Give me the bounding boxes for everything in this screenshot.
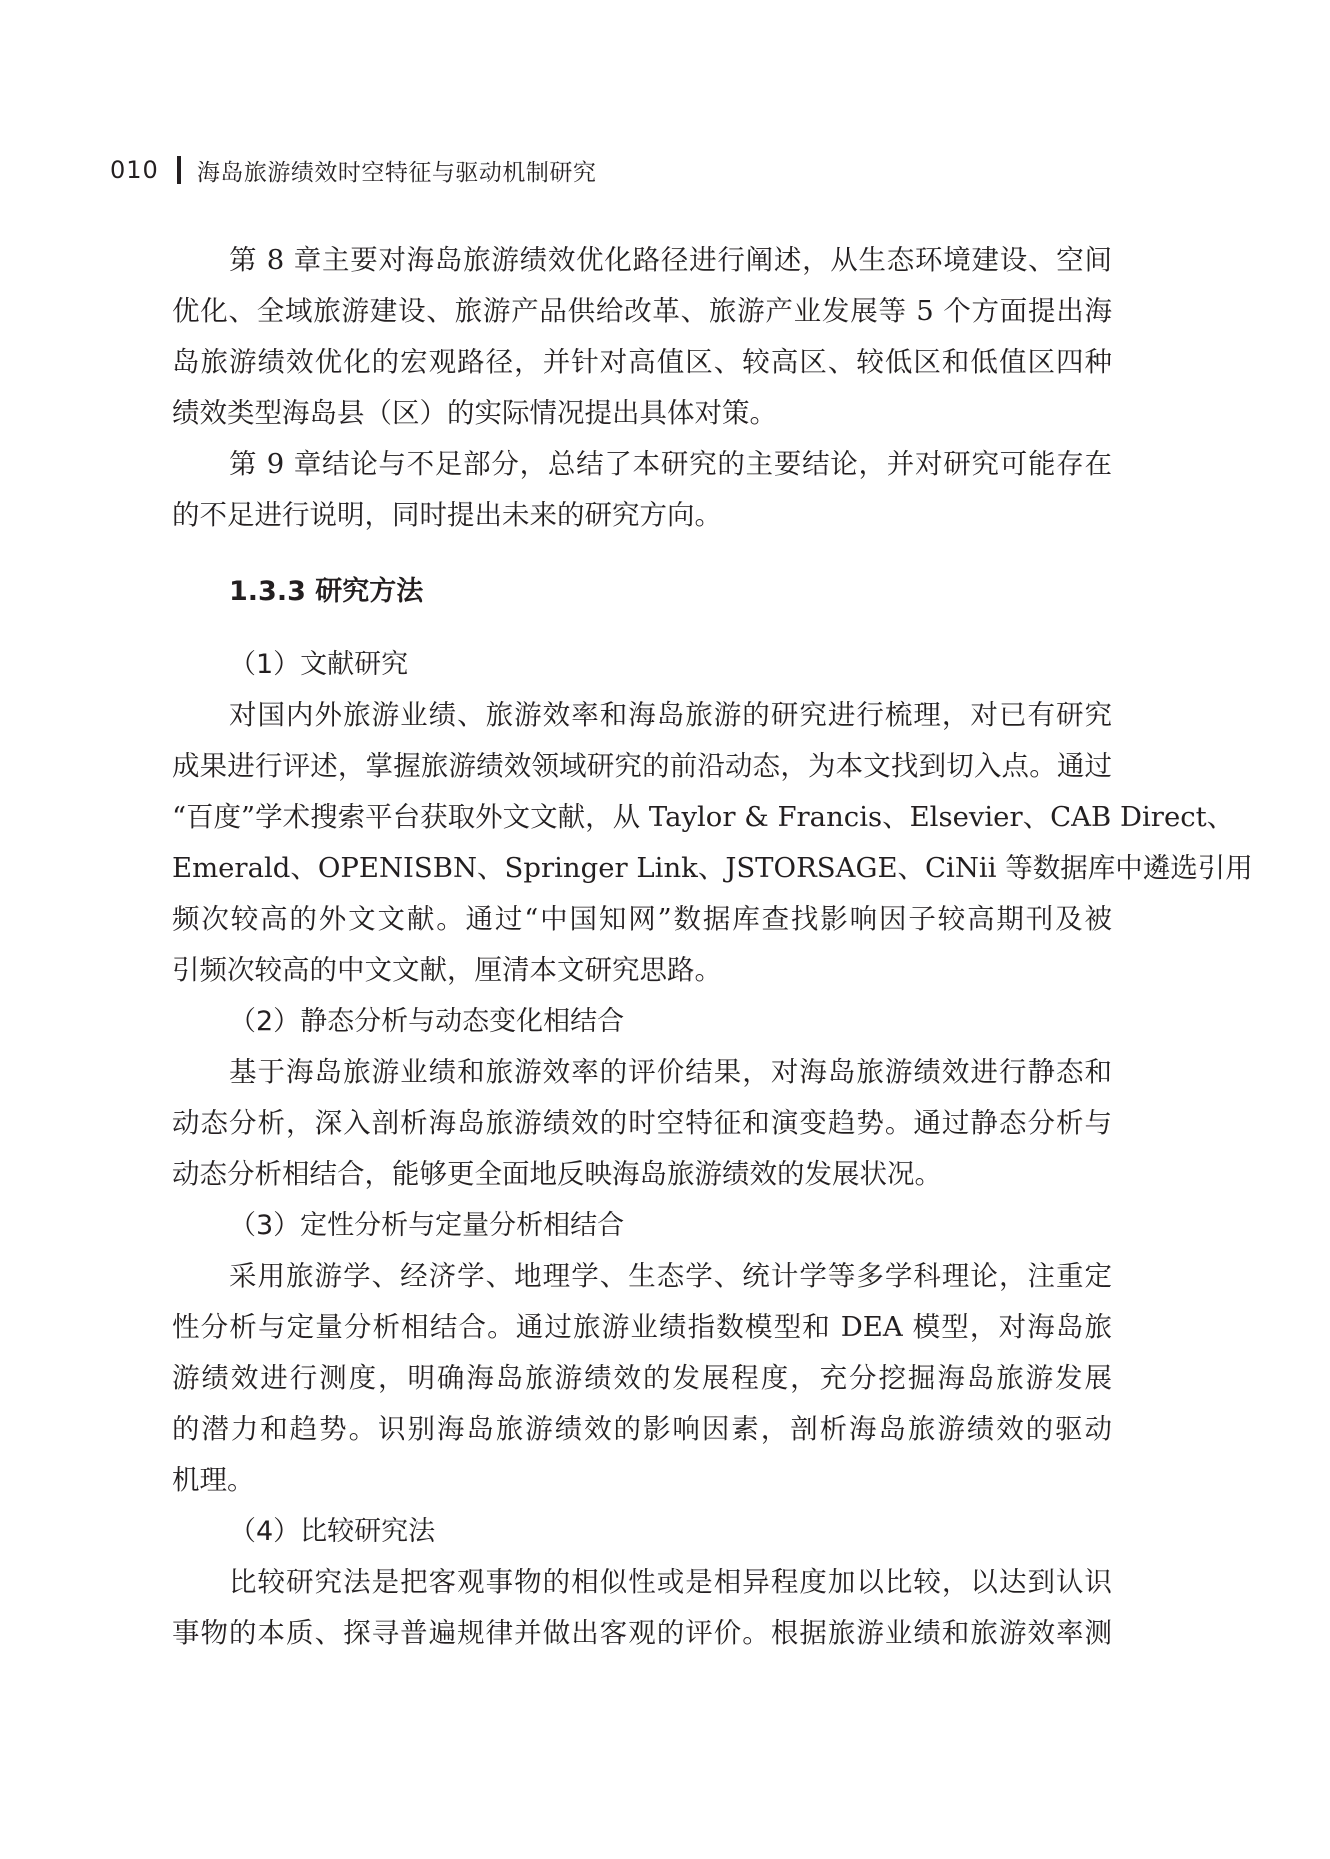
text-line: 的不足进行说明，同时提出未来的研究方向。	[172, 499, 722, 531]
method-3-heading: （3）定性分析与定量分析相结合	[229, 1210, 625, 1241]
method-2-paragraph	[172, 1047, 1112, 1200]
method-3-paragraph	[172, 1251, 1112, 1506]
text-line: 采用旅游学、经济学、地理学、生态学、统计学等多学科理论，注重定	[229, 1260, 1112, 1292]
text-line: 岛旅游绩效优化的宏观路径，并针对高值区、较高区、较低区和低值区四种	[172, 346, 1112, 378]
section-heading: 1.3.3 研究方法	[229, 576, 424, 607]
text-line: 事物的本质、探寻普遍规律并做出客观的评价。根据旅游业绩和旅游效率测	[172, 1617, 1112, 1649]
header-divider-bar	[177, 156, 181, 184]
text-line: “百度”学术搜索平台获取外文文献，从 Taylor & Francis、Elsevier、CAB Direct、	[172, 801, 1235, 833]
body-text	[172, 235, 1253, 1659]
text-line: 机理。	[172, 1464, 255, 1496]
text-line: 基于海岛旅游业绩和旅游效率的评价结果，对海岛旅游绩效进行静态和	[229, 1056, 1112, 1088]
text-line: 的潜力和趋势。识别海岛旅游绩效的影响因素，剖析海岛旅游绩效的驱动	[172, 1413, 1112, 1445]
running-header	[110, 150, 596, 190]
text-line: 比较研究法是把客观事物的相似性或是相异程度加以比较，以达到认识	[229, 1566, 1112, 1598]
method-4-heading: （4）比较研究法	[229, 1516, 436, 1547]
method-1-paragraph	[172, 690, 1253, 996]
text-line: 频次较高的外文文献。通过“中国知网”数据库查找影响因子较高期刊及被	[172, 903, 1112, 935]
text-line: 动态分析，深入剖析海岛旅游绩效的时空特征和演变趋势。通过静态分析与	[172, 1107, 1112, 1139]
book-title: 海岛旅游绩效时空特征与驱动机制研究	[196, 159, 597, 186]
text-line: 游绩效进行测度，明确海岛旅游绩效的发展程度，充分挖掘海岛旅游发展	[172, 1362, 1112, 1394]
text-line: 第 9 章结论与不足部分，总结了本研究的主要结论，并对研究可能存在	[229, 448, 1112, 480]
text-line: 绩效类型海岛县（区）的实际情况提出具体对策。	[172, 397, 777, 429]
text-line: 对国内外旅游业绩、旅游效率和海岛旅游的研究进行梳理，对已有研究	[229, 699, 1112, 731]
method-4-paragraph	[172, 1557, 1112, 1659]
paragraph-chapter-9	[172, 439, 1112, 541]
text-line: 动态分析相结合，能够更全面地反映海岛旅游绩效的发展状况。	[172, 1158, 942, 1190]
text-line: 性分析与定量分析相结合。通过旅游业绩指数模型和 DEA 模型，对海岛旅	[172, 1311, 1112, 1343]
paragraph-chapter-8	[172, 235, 1112, 439]
text-line: 引频次较高的中文文献，厘清本文研究思路。	[172, 954, 722, 986]
method-2-heading: （2）静态分析与动态变化相结合	[229, 1006, 625, 1037]
text-line: 第 8 章主要对海岛旅游绩效优化路径进行阐述，从生态环境建设、空间	[229, 244, 1112, 276]
text-line: 优化、全域旅游建设、旅游产品供给改革、旅游产业发展等 5 个方面提出海	[172, 295, 1112, 327]
method-1-heading: （1）文献研究	[229, 649, 409, 680]
page-number: 010	[110, 156, 159, 184]
text-line: 成果进行评述，掌握旅游绩效领域研究的前沿动态，为本文找到切入点。通过	[172, 750, 1112, 782]
text-line: Emerald、OPENISBN、Springer Link、JSTORSAGE、CiNii 等数据库中遴选引用	[172, 852, 1253, 884]
